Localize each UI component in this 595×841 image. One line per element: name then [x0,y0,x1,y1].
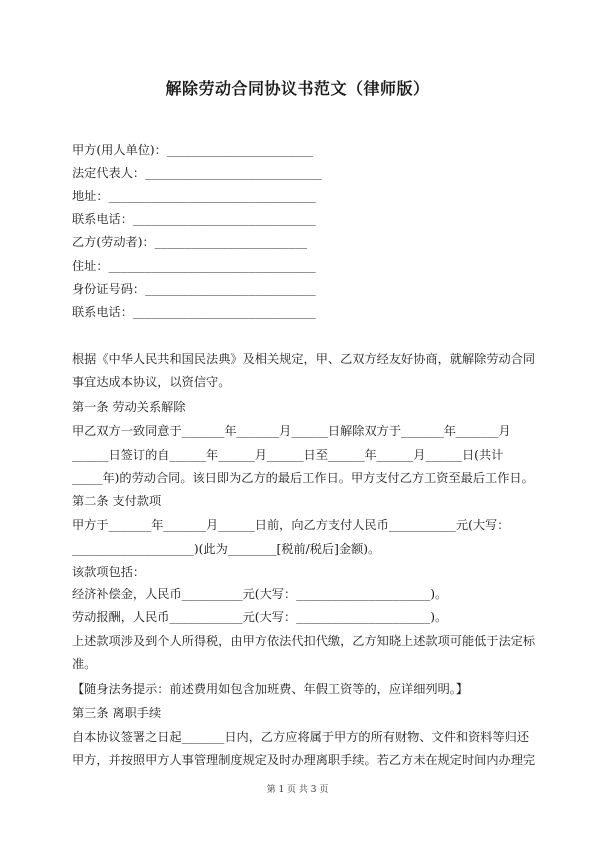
party-field-residence: 住址：__________________________________ [72,259,316,273]
article-1-text: 甲乙双方一致同意于_______年_______月______日解除双方于_______年_______月 [72,424,511,438]
article-2-text: 经济补偿金，人民币__________元(大写：______________________)。 [72,587,448,601]
document-title: 解除劳动合同协议书范文（律师版） [165,79,430,98]
party-field-legal-rep: 法定代表人：_____________________________ [72,166,322,180]
party-field-employer: 甲方(用人单位)：________________________ [72,143,314,157]
preamble-line: 事宜达成本协议，以资信守。 [72,375,231,389]
article-1-text: ______日签订的自______年______月______日至______年______月______日(共计 [72,448,504,462]
article-2-heading: 第二条 支付款项 [72,494,162,508]
party-field-phone-employee: 联系电话：______________________________ [72,305,316,319]
party-field-employee: 乙方(劳动者)：_________________________ [72,235,307,249]
legal-tip: 【随身法务提示：前述费用如包含加班费、年假工资等的，应详细列明。】 [72,682,469,696]
article-3-text: 甲方，并按照甲方人事管理制度规定及时办理离职手续。若乙方未在规定时间内办理完 [72,753,536,767]
party-field-id-number: 身份证号码：____________________________ [72,282,316,296]
article-1-text: _____年)的劳动合同。该日即为乙方的最后工作日。甲方支付乙方工资至最后工作日。 [72,471,534,485]
article-3-text: 自本协议签署之日起_______日内，乙方应将属于甲方的所有财物、文件和资料等归还 [72,730,530,744]
article-1-heading: 第一条 劳动关系解除 [72,400,186,414]
article-2-text: 该款项包括： [72,565,146,579]
page-number: 第 1 页 共 3 页 [266,785,329,795]
preamble-line: 根据《中华人民共和国民法典》及相关规定，甲、乙双方经友好协商，就解除劳动合同 [72,352,536,366]
article-2-text: ____________________)(此为________[税前/税后]金额)。 [72,542,381,556]
party-field-address: 地址：__________________________________ [72,189,316,203]
article-2-text: 上述款项涉及到个人所得税，由甲方依法代扣代缴，乙方知晓上述款项可能低于法定标 [72,634,536,648]
article-2-text: 劳动报酬，人民币____________元(大写：______________________)。 [72,610,448,624]
article-3-heading: 第三条 离职手续 [72,706,162,720]
article-2-text: 甲方于_______年_______月______日前，向乙方支付人民币___________元(大写： [72,518,510,532]
party-field-phone-employer: 联系电话：______________________________ [72,212,316,226]
article-2-text: 准。 [72,657,97,671]
